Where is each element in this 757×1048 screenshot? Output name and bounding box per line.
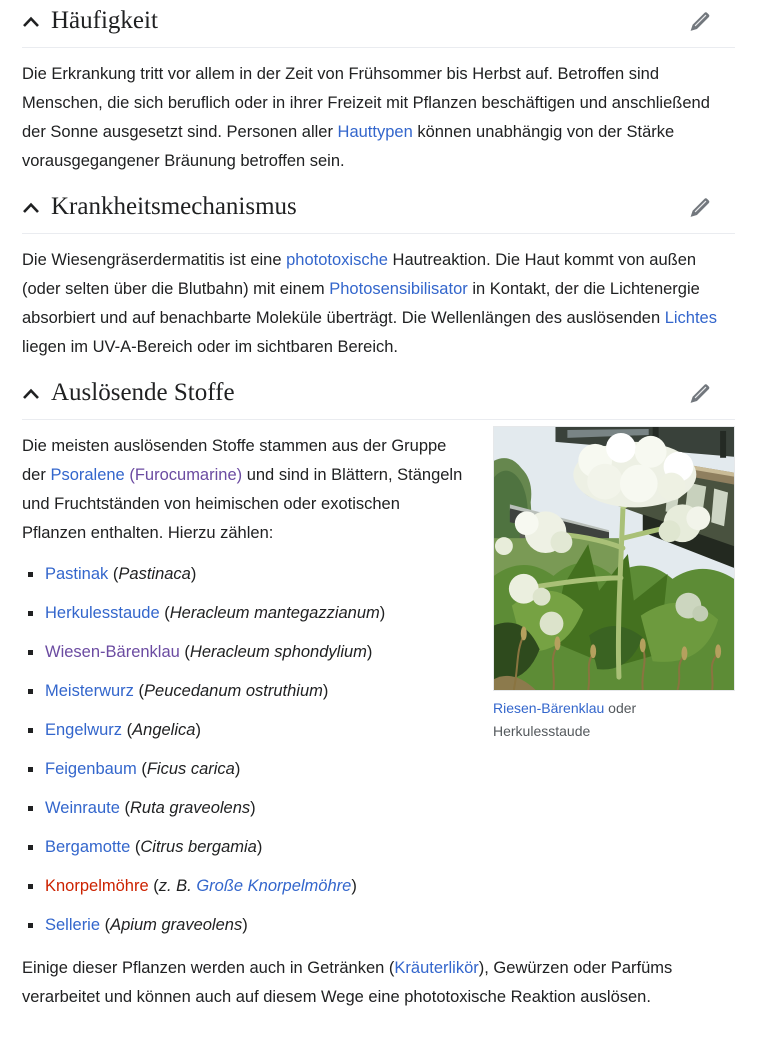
text-segment: ) <box>322 682 329 700</box>
section-title[interactable]: Krankheitsmechanismus <box>51 193 297 220</box>
text-segment: ( <box>136 760 147 778</box>
list-item <box>22 794 735 823</box>
text-segment: Die Wiesengräserdermatitis ist eine <box>22 251 287 269</box>
paragraph <box>22 246 735 362</box>
text-segment: ) <box>366 643 373 661</box>
section-title[interactable]: Auslösende Stoffe <box>51 379 235 406</box>
inline-link[interactable]: Große Knorpelmöhre <box>196 877 352 895</box>
list-item <box>22 677 735 706</box>
text-segment: oder Herkulesstaude <box>493 700 637 739</box>
inline-link[interactable]: Meisterwurz <box>45 682 134 700</box>
inline-link[interactable]: Sellerie <box>45 916 101 934</box>
inline-link[interactable]: phototoxische <box>286 251 388 269</box>
list-item <box>22 599 735 628</box>
inline-link[interactable]: Engelwurz <box>45 721 123 739</box>
text-segment: Angelica <box>132 721 196 739</box>
list-item <box>22 716 735 745</box>
text-segment: Die meisten auslösenden Stoffe stammen aus der Gruppe der <box>22 437 447 484</box>
text-segment: ) <box>195 721 201 739</box>
text-segment: Apium graveolens <box>110 916 243 934</box>
paragraph <box>22 60 735 176</box>
pencil-icon[interactable] <box>686 194 713 221</box>
inline-link[interactable]: Pastinak <box>45 565 109 583</box>
inline-link[interactable]: Herkulesstaude <box>45 604 160 622</box>
text-segment: Heracleum sphondylium <box>189 643 367 661</box>
text-segment: Die Erkrankung tritt vor allem in der Zeit von Frühsommer bis Herbst auf. Betroffen sind Menschen, die sich beruflich oder in ihrer Freizeit mit Pflanzen beschäftigen und anschließend der Sonne ausgesetzt sind. Personen aller <box>22 65 710 141</box>
text-segment: ) <box>190 565 197 583</box>
inline-link[interactable]: Feigenbaum <box>45 760 137 778</box>
text-segment: ( <box>119 799 130 817</box>
section-title[interactable]: Häufigkeit <box>51 7 158 34</box>
inline-link[interactable]: Riesen-Bärenklau <box>493 700 605 716</box>
section-ausloesende-stoffe <box>22 374 735 1012</box>
list-item <box>22 638 735 667</box>
inline-link[interactable]: Weinraute <box>45 799 120 817</box>
text-segment: ( <box>179 643 190 661</box>
text-segment: ) <box>242 916 248 934</box>
pencil-icon[interactable] <box>686 380 713 407</box>
section-krankheitsmechanismus <box>22 188 735 362</box>
list-item <box>22 872 735 901</box>
text-segment: ) <box>234 760 241 778</box>
text-segment: können unabhängig von der Stärke vorausgegangener Bräunung betroffen sein. <box>22 123 675 170</box>
text-segment: ), Gewürzen oder Parfüms verarbeitet und können auch auf diesem Wege eine phototoxische Reaktion auslösen. <box>22 959 673 1006</box>
text-segment: ) <box>256 838 263 856</box>
inline-link[interactable]: Knorpelmöhre <box>45 877 149 895</box>
text-segment: ( <box>108 565 119 583</box>
section-header[interactable] <box>22 2 735 48</box>
pencil-icon[interactable] <box>686 8 713 35</box>
section-header[interactable] <box>22 374 735 420</box>
text-segment: ( <box>133 682 145 700</box>
inline-link[interactable]: Lichtes <box>664 309 717 327</box>
inline-link[interactable]: Photosensibilisator <box>329 280 468 298</box>
inline-link[interactable]: Hauttypen <box>337 123 413 141</box>
text-segment: Hautreaktion. Die Haut kommt von außen (oder selten über die Blutbahn) mit einem <box>22 251 697 298</box>
plant-list <box>22 560 735 940</box>
chevron-up-icon[interactable] <box>22 201 40 214</box>
list-item <box>22 911 735 940</box>
text-segment: z. B. <box>158 877 197 895</box>
text-segment: ( <box>122 721 133 739</box>
text-segment: Ficus carica <box>146 760 235 778</box>
inline-link[interactable]: Psoralene <box>50 466 125 484</box>
list-item <box>22 755 735 784</box>
text-segment: Pastinaca <box>118 565 191 583</box>
inline-link[interactable]: (Furocumarine) <box>129 466 243 484</box>
text-segment: und sind in Blättern, Stängeln und Fruchtständen von heimischen oder exotischen Pflanzen enthalten. Hierzu zählen: <box>22 466 463 542</box>
inline-link[interactable]: Bergamotte <box>45 838 131 856</box>
inline-link[interactable]: Kräuterlikör <box>394 959 479 977</box>
text-segment: ( <box>100 916 111 934</box>
text-segment: ) <box>351 877 357 895</box>
inline-link[interactable]: Wiesen-Bärenklau <box>45 643 180 661</box>
text-segment: in Kontakt, der die Lichtenergie absorbiert und auf benachbarte Moleküle überträgt. Die Wellenlängen des auslösenden <box>22 280 700 327</box>
list-item <box>22 833 735 862</box>
text-segment: ( <box>130 838 141 856</box>
chevron-up-icon[interactable] <box>22 387 40 400</box>
text-segment: Peucedanum ostruthium <box>144 682 323 700</box>
text-segment: ) <box>379 604 386 622</box>
text-segment: Heracleum mantegazzianum <box>169 604 380 622</box>
text-segment: Einige dieser Pflanzen werden auch in Getränken ( <box>22 959 395 977</box>
paragraph <box>22 954 735 1012</box>
text-segment: ( <box>148 877 159 895</box>
list-item <box>22 560 735 589</box>
text-segment: ) <box>250 799 256 817</box>
text-segment: Ruta graveolens <box>130 799 251 817</box>
section-header[interactable] <box>22 188 735 234</box>
text-segment: ( <box>159 604 170 622</box>
text-segment: liegen im UV-A-Bereich oder im sichtbaren Bereich. <box>22 338 398 356</box>
chevron-up-icon[interactable] <box>22 15 40 28</box>
text-segment: Citrus bergamia <box>140 838 257 856</box>
section-haeufigkeit <box>22 2 735 176</box>
